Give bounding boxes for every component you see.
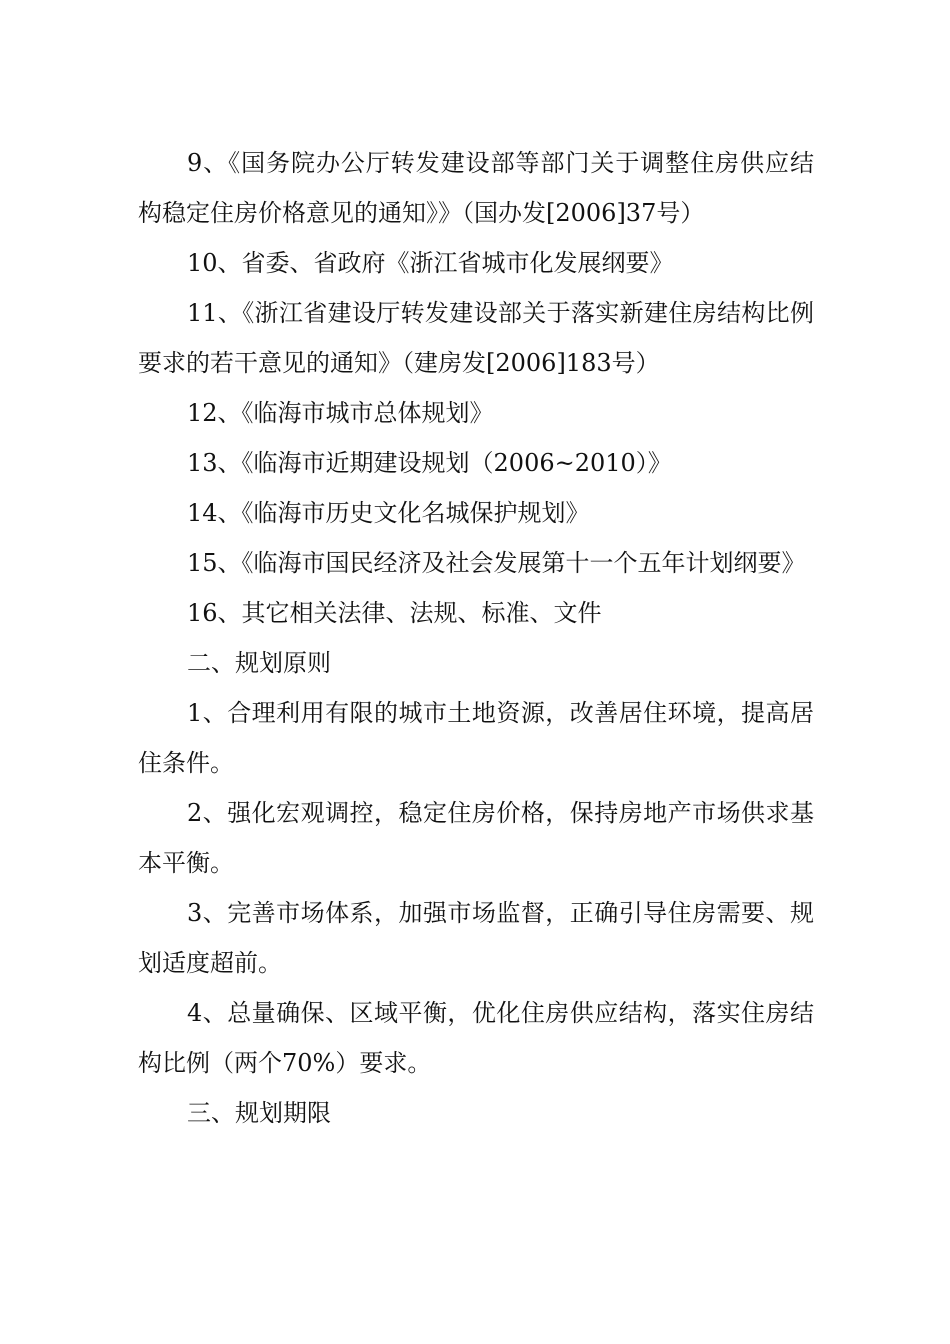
reference-item-13: 13、《临海市近期建设规划（2006~2010）》 (187, 449, 672, 477)
reference-item-9: 9、《国务院办公厅转发建设部等部门关于调整住房供应结构稳定住房价格意见的通知》》（国办发[2006]37号） (138, 149, 814, 227)
principle-item-3: 3、完善市场体系，加强市场监督，正确引导住房需要、规划适度超前。 (138, 899, 814, 977)
reference-item-11: 11、《浙江省建设厅转发建设部关于落实新建住房结构比例要求的若干意见的通知》（建房发[2006]183号） (138, 299, 814, 377)
principle-item-1: 1、合理利用有限的城市土地资源，改善居住环境，提高居住条件。 (138, 699, 814, 777)
reference-item-16: 16、其它相关法律、法规、标准、文件 (187, 599, 602, 627)
principle-item-4: 4、总量确保、区域平衡，优化住房供应结构，落实住房结构比例（两个70%）要求。 (138, 999, 814, 1077)
reference-item-15: 15、《临海市国民经济及社会发展第十一个五年计划纲要》 (187, 549, 806, 577)
principle-item-2: 2、强化宏观调控，稳定住房价格，保持房地产市场供求基本平衡。 (138, 799, 814, 877)
reference-item-12: 12、《临海市城市总体规划》 (187, 399, 494, 427)
section-heading-principles: 二、规划原则 (187, 649, 331, 677)
reference-item-14: 14、《临海市历史文化名城保护规划》 (187, 499, 590, 527)
document-body (138, 138, 814, 1138)
section-heading-period: 三、规划期限 (187, 1099, 331, 1127)
reference-item-10: 10、省委、省政府《浙江省城市化发展纲要》 (187, 249, 674, 277)
